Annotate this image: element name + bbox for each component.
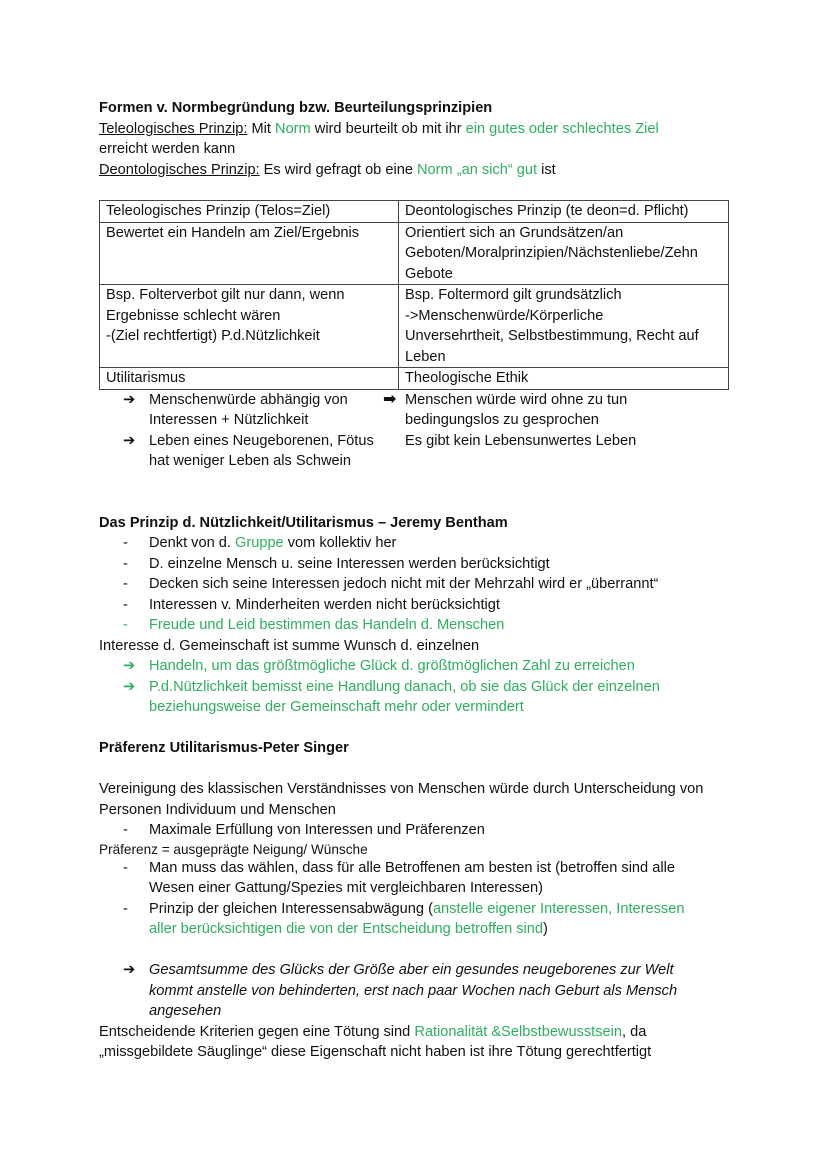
highlight-interests: anstelle eigener Interessen, Interessen xyxy=(432,900,685,917)
note-text: Menschenwürde abhängig von Interessen + Nützlichkeit xyxy=(149,391,348,428)
cell-line: Unversehrtheit, Selbstbestimmung, Recht auf xyxy=(405,328,699,344)
bullet-item xyxy=(99,595,739,616)
arrow-right-icon: ➔ xyxy=(123,658,136,674)
bullet-item xyxy=(99,899,739,940)
table-cell: Teleologisches Prinzip (Telos=Ziel) xyxy=(100,201,399,223)
cell-line: Bsp. Folterverbot gilt nur dann, wenn xyxy=(106,287,345,303)
teleological-definition xyxy=(99,119,739,140)
preference-definition: Präferenz = ausgeprägte Neigung/ Wünsche xyxy=(99,841,368,857)
arrow-list-item xyxy=(99,431,391,472)
text: ) xyxy=(543,921,548,937)
text: Es wird gefragt ob eine xyxy=(259,161,417,178)
arrow-right-icon: ➔ xyxy=(123,678,136,695)
teleological-definition-cont: erreicht werden kann xyxy=(99,141,236,157)
table-row xyxy=(100,368,729,390)
dash-bullet-icon: - xyxy=(123,535,128,551)
table-cell: Utilitarismus xyxy=(100,368,399,390)
comparison-table xyxy=(99,200,729,390)
table-cell xyxy=(100,285,399,368)
text: Man muss das wählen, dass für alle Betroffenen am besten ist (betroffen sind alle xyxy=(149,859,675,876)
bullet-item xyxy=(99,574,739,595)
cell-line: Ergebnisse schlecht wären xyxy=(106,307,281,324)
arrow-list-item xyxy=(99,677,709,718)
highlight-norm-an-sich: Norm „an sich“ gut xyxy=(417,161,538,178)
text: ist xyxy=(537,161,556,178)
dash-bullet-icon: - xyxy=(123,859,128,876)
table-cell: Theologische Ethik xyxy=(399,368,729,390)
text: Maximale Erfüllung von Interessen und Präferenzen xyxy=(149,822,485,838)
highlight-norm: Norm xyxy=(275,120,311,137)
note-line: bedingungslos zu gesprochen xyxy=(405,412,599,428)
cell-line: ->Menschenwürde/Körperliche xyxy=(405,307,604,324)
text: Denkt von d. xyxy=(149,535,235,551)
text: wird beurteilt ob mit ihr xyxy=(310,120,466,137)
arrow-list-item xyxy=(383,390,739,452)
bullet-item xyxy=(99,533,739,554)
intro-line: Vereinigung des klassischen Verständnisses von Menschen würde durch Unterscheidung von xyxy=(99,781,704,797)
section-title-bentham: Das Prinzip d. Nützlichkeit/Utilitarismus – Jeremy Bentham xyxy=(99,514,508,531)
cell-line: Orientiert sich an Grundsätzen/an xyxy=(405,224,624,241)
cell-line: Gebote xyxy=(405,265,453,282)
dash-bullet-icon: - xyxy=(123,596,128,613)
dash-bullet-icon: - xyxy=(123,576,128,592)
note-line: Es gibt kein Lebensunwertes Leben xyxy=(405,432,637,449)
text: D. einzelne Mensch u. seine Interessen werden berücksichtigt xyxy=(149,555,550,572)
teleological-label: Teleologisches Prinzip: xyxy=(99,120,248,137)
arrow-right-icon: ➔ xyxy=(123,432,136,449)
document-page xyxy=(99,98,739,1063)
community-interest-line: Interesse d. Gemeinschaft ist summe Wunsch d. einzelnen xyxy=(99,637,480,654)
utilitarism-notes xyxy=(99,390,391,472)
highlight-interests-cont: aller berücksichtigen die von der Entscheidung betroffen sind xyxy=(149,921,544,937)
closing-line-cont: „missgebildete Säuglinge“ diese Eigenschaft nicht haben ist ihre Tötung gerechtfertigt xyxy=(99,1044,652,1060)
arrow-list-item xyxy=(99,656,739,677)
arrow-right-icon: ➔ xyxy=(123,391,136,408)
table-row xyxy=(100,222,729,285)
dash-bullet-icon: - xyxy=(123,555,128,572)
theological-notes xyxy=(383,390,739,472)
text: P.d.Nützlichkeit bemisst eine Handlung danach, ob sie das Glück der einzelnen beziehungsweise der Gemeinschaft mehr oder vermindert xyxy=(149,678,660,715)
highlight-rationality: Rationalität &Selbstbewusstsein xyxy=(414,1023,623,1040)
table-cell: Bewertet ein Handeln am Ziel/Ergebnis xyxy=(100,222,399,285)
text: Mit xyxy=(247,120,276,137)
text: Prinzip der gleichen Interessensabwägung ( xyxy=(149,900,433,917)
bullet-item xyxy=(99,820,739,841)
text: Handeln, um das größtmögliche Glück d. größtmöglichen Zahl zu erreichen xyxy=(149,658,635,674)
heavy-arrow-right-icon: ➡ xyxy=(383,390,397,408)
table-cell: Deontologisches Prinzip (te deon=d. Pflicht) xyxy=(399,201,729,223)
dash-bullet-icon: - xyxy=(123,617,128,633)
dash-bullet-icon: - xyxy=(123,822,128,838)
table-annotations xyxy=(99,390,739,472)
text: Interessen v. Minderheiten werden nicht berücksichtigt xyxy=(149,596,500,613)
text: angesehen xyxy=(149,1003,222,1019)
table-row xyxy=(100,285,729,368)
text: Decken sich seine Interessen jedoch nicht mit der Mehrzahl wird er „überrannt“ xyxy=(149,576,659,592)
section-title-normbegruendung: Formen v. Normbegründung bzw. Beurteilungsprinzipien xyxy=(99,100,493,116)
table-cell xyxy=(399,285,729,368)
note-text: Leben eines Neugeborenen, Fötus hat weniger Leben als Schwein xyxy=(149,432,374,469)
section-title-singer: Präferenz Utilitarismus-Peter Singer xyxy=(99,740,349,756)
note-line: Menschen würde wird ohne zu tun xyxy=(405,391,628,408)
cell-line: Bsp. Foltermord gilt grundsätzlich xyxy=(405,287,622,303)
text: vom kollektiv her xyxy=(283,535,397,551)
arrow-list-item xyxy=(99,960,739,1022)
deontological-label: Deontologisches Prinzip: xyxy=(99,161,260,178)
table-row xyxy=(100,201,729,223)
text: kommt anstelle von behinderten, erst nach paar Wochen nach Geburt als Mensch xyxy=(149,982,678,999)
arrow-right-icon: ➔ xyxy=(123,962,136,978)
text: Freude und Leid bestimmen das Handeln d. Menschen xyxy=(149,617,505,633)
text: Entscheidende Kriterien gegen eine Tötung sind xyxy=(99,1023,415,1040)
bullet-item xyxy=(99,554,739,575)
text: Wesen einer Gattung/Spezies mit vergleichbaren Interessen) xyxy=(149,880,543,896)
deontological-definition xyxy=(99,160,739,181)
highlight-gruppe: Gruppe xyxy=(235,535,284,551)
cell-line: Geboten/Moralprinzipien/Nächstenliebe/Zehn xyxy=(405,245,698,261)
dash-bullet-icon: - xyxy=(123,900,128,917)
highlight-ziel: ein gutes oder schlechtes Ziel xyxy=(465,120,659,137)
cell-line: Leben xyxy=(405,348,446,365)
intro-line: Personen Individuum und Menschen xyxy=(99,801,336,818)
text: , da xyxy=(622,1023,647,1040)
text: Gesamtsumme des Glücks der Größe aber ein gesundes neugeborenes zur Welt xyxy=(149,962,674,978)
closing-line xyxy=(99,1022,739,1043)
arrow-list-item xyxy=(99,390,391,431)
cell-line: -(Ziel rechtfertigt) P.d.Nützlichkeit xyxy=(106,328,320,344)
bullet-item xyxy=(99,858,739,899)
table-cell xyxy=(399,222,729,285)
bullet-item xyxy=(99,615,739,636)
